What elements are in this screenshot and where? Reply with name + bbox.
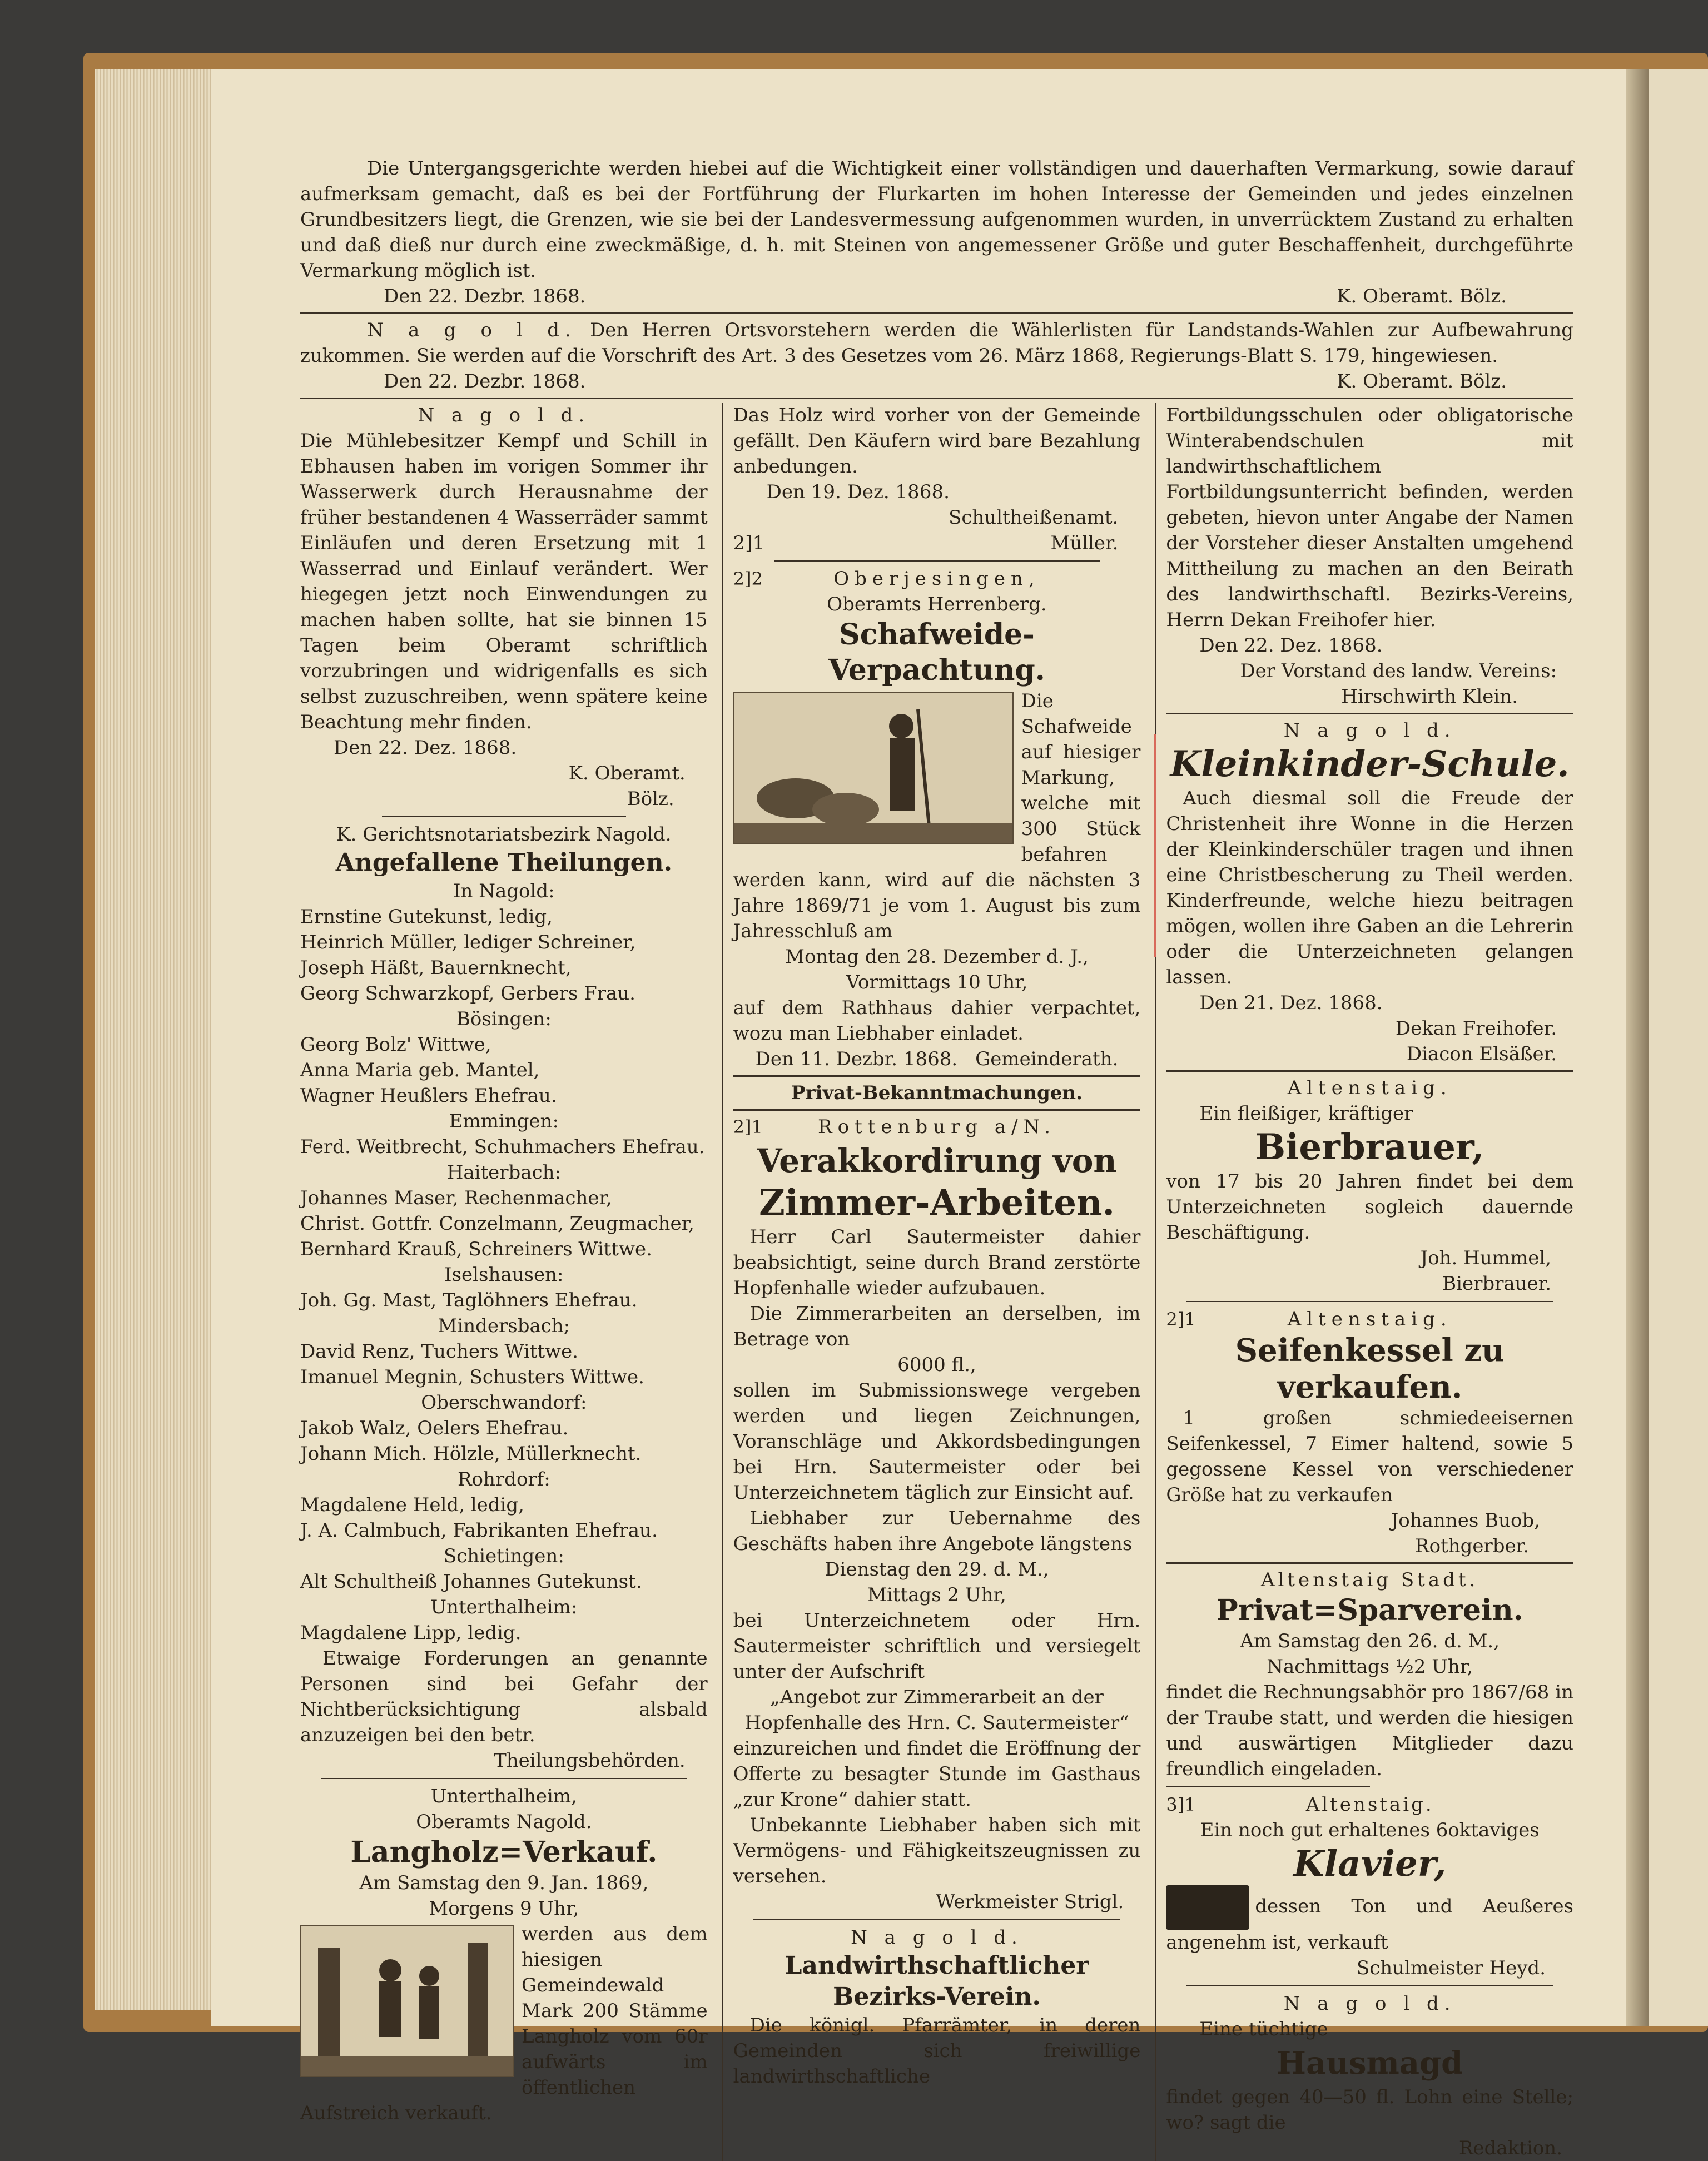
top-notice-signature: Den 22. Dezbr. 1868. K. Oberamt. Bölz. [384, 285, 1507, 307]
soap-kettle-title-1: Seifenkessel zu [1235, 1332, 1505, 1369]
sheep-pasture-text: Die Schafweide auf hiesiger Markung, welche mit 300 Stück befahren werden kann, wird auf die nächsten 3 Jahre 1869/71 je vom 1. August bis zum Jahresschluß am [733, 690, 1141, 942]
list-item: Imanuel Megnin, Schusters Wittwe. [300, 1366, 644, 1388]
list-item: Johann Mich. Hölzle, Müllerknecht. [300, 1443, 642, 1465]
column-1: N a g o l d. Die Mühlebesitzer Kempf und Schill in Ebhausen haben im vorigen Sommer ihr Wasserwerk durch Herausnahme der früher bestandenen 4 Wasserräder sammt Einläufen und deren Ersetzung mit 1 Wasserrad und Einlauf verändert. Wer hiegegen jetzt noch Einwendungen zu machen haben sollte, hat sie binnen 15 Tagen beim Oberamt schriftlich vorzubringen und widrigenfalls es sich selbst zuzuschreiben, wenn spätere keine Beachtung mehr finden. Den 22. Dez. 1868. K. Oberamt. Bölz. K. Gerichtsnotariatsbezirk Nagold. Angefallene Theilungen. In Nagold: Ernstine Gutekunst, ledig, Heinrich Müller, lediger Schreiner, Joseph Häßt, Bauernknecht, Georg Schwarzkopf, Gerbers Frau. Bösingen: Georg Bolz' Wittwe, Anna Maria geb. Mantel, Wagner Heußlers Ehefrau. Emmingen: Ferd. Weitbrecht, Schuhmachers Ehefrau. Haiterbach: Johannes Maser, Rechenmacher, Christ. Gottfr. Conzelmann, Zeugmacher, Bernhard Krauß, Schreiners Wittwe. Iselshausen: Joh. Gg. Mast, Taglöhners Ehefrau. Mindersbach; David Renz, Tuchers Wittwe. Imanuel Megnin, Schusters Wittwe. Oberschwandorf: Jakob Walz, Oelers Ehefrau. Johann Mich. Hölzle, Müllerknecht. Rohrdorf: Magdalene Held, ledig, J. A. Calmbuch, Fabrikanten Ehefrau. Schietingen: Alt Schultheiß Johannes Gutekunst. Unterthalheim: Magdalene Lipp, ledig. Etwaige Forderungen an genannte Personen sind bei Gefahr der Nichtberücksichtigung alsbald anzuzeigen bei den betr. Theilungsbehörden. Unterthalheim, Oberamts Nagold. Langholz=Verkauf. Am Samstag den 9. Jan. 1869, Morgens 9 Uhr, werden aus dem hiesigen Gemeindewald Mark 200 Stämme Langholz vom 60r aufwärts im öffentlichen Aufstreich verkauft. [300, 403, 708, 2161]
list-item: Magdalene Lipp, ledig. [300, 1622, 522, 1644]
divider [300, 312, 1573, 314]
voter-list-signature: Den 22. Dezbr. 1868. K. Oberamt. Bölz. [384, 370, 1507, 393]
private-announcements-header: Privat-Bekanntmachungen. [791, 1082, 1083, 1104]
list-item: Heinrich Müller, lediger Schreiner, [300, 931, 636, 953]
voter-list-notice: N a g o l d. Den Herren Ortsvorstehern werden die Wählerlisten für Landstands-Wahlen zur Aufbewahrung zukommen. Sie werden auf die Vorschrift des Art. 3 des Gesetzes vom 26. März 1868, Regierungs-Blatt S. 179, hingewiesen. Den 22. Dezbr. 1868. K. Oberamt. Bölz. [300, 317, 1573, 394]
shepherd-illustration [733, 692, 1014, 844]
list-location: Unterthalheim: [430, 1596, 578, 1618]
inheritance-title: Angefallene Theilungen. [335, 848, 672, 877]
list-location: Bösingen: [456, 1008, 552, 1030]
list-location: Mindersbach; [438, 1315, 570, 1337]
list-item: Georg Schwarzkopf, Gerbers Frau. [300, 982, 635, 1005]
list-item: Christ. Gottfr. Conzelmann, Zeugmacher, [300, 1213, 694, 1235]
top-notice [300, 156, 1573, 309]
list-location: Emmingen: [449, 1110, 559, 1132]
page-edges [95, 69, 217, 2010]
red-pencil-mark [1154, 734, 1156, 957]
sheep-pasture-title: Schafweide-Verpachtung. [828, 618, 1045, 687]
list-item: Anna Maria geb. Mantel, [300, 1059, 540, 1081]
housemaid-title: Hausmagd [1277, 2045, 1463, 2081]
piano-title: Klavier, [1293, 1843, 1447, 1885]
timber-sale-title: Langholz=Verkauf. [350, 1835, 658, 1869]
list-item: Magdalene Held, ledig, [300, 1494, 524, 1516]
list-location: Iselshausen: [444, 1264, 564, 1286]
savings-club-title: Privat=Sparverein. [1216, 1593, 1523, 1627]
timber-sale-text: werden aus dem hiesigen Gemeindewald Mark 200 Stämme Langholz vom 60r aufwärts im öffentlichen Aufstreich verkauft. [300, 1923, 708, 2124]
mill-notice-text: Die Mühlebesitzer Kempf und Schill in Ebhausen haben im vorigen Sommer ihr Wasserwerk durch Herausnahme der früher bestandenen 4 Wasserräder sammt Einläufen und deren Ersetzung mit 1 Wasserrad und Einlauf verändert. Wer hiegegen jetzt noch Einwendungen zu machen haben sollte, hat sie binnen 15 Tagen beim Oberamt schriftlich vorzubringen und widrigenfalls es sich selbst zuzuschreiben, wenn spätere keine Beachtung mehr finden. [300, 430, 708, 733]
list-location: Oberschwandorf: [421, 1392, 587, 1414]
list-item: Ernstine Gutekunst, ledig, [300, 906, 553, 928]
top-notice-text: Die Untergangsgerichte werden hiebei auf die Wichtigkeit einer vollständigen und dauerhaften Vermarkung, sowie darauf aufmerksam gemacht, daß es bei der Fortführung der Flurkarten im hohen Interesse der Gemeinden und jedes einzelnen Grundbesitzers liegt, die Grenzen, wie sie bei der Landesvermessung aufgenommen wurden, in unverrücktem Zustand zu erhalten und daß dieß nur durch eine zweckmäßige, d. h. mit Steinen von angemessener Größe und guter Beschaffenheit, durchgeführte Vermarkung möglich ist. [300, 157, 1573, 282]
list-item: J. A. Calmbuch, Fabrikanten Ehefrau. [300, 1519, 658, 1542]
list-item: Ferd. Weitbrecht, Schuhmachers Ehefrau. [300, 1136, 705, 1158]
column-3: Fortbildungsschulen oder obligatorische Winterabendschulen mit landwirthschaftlichem Fortbildungsunterricht befinden, werden gebeten, hievon unter Angabe der Namen der Vorsteher dieser Anstalten umgehend Mittheilung zu machen an den Beirath des landwirthschaftl. Bezirks-Vereins, Herrn Dekan Freihofer hier. Den 22. Dez. 1868. Der Vorstand des landw. Vereins: Hirschwirth Klein. N a g o l d. Kleinkinder-Schule. Auch diesmal soll die Freude der Christenheit ihre Wonne in die Herzen der Kleinkinderschüler tragen und ihnen eine Christbescherung zu Theil werden. Kinderfreunde, welche hiezu beitragen mögen, wollen ihre Gaben an die Lehrerin oder die Unterzeichneten gelangen lassen. Den 21. Dez. 1868. Dekan Freihofer. Diacon Elsäßer. Altenstaig. Ein fleißiger, kräftiger Bierbrauer, von 17 bis 20 Jahren findet bei dem Unterzeichneten sogleich dauernde Beschäftigung. Joh. Hummel, Bierbrauer. 2]1 Altenstaig. Seifenkessel zu verkaufen. 1 großen schmiedeeisernen Seifenkessel, 7 Eimer haltend, sowie 5 gegossene Kessel von verschiedener Größe hat zu verkaufen Johannes Buob, Rothgerber. Altenstaig Stadt. Privat=Sparverein. Am Samstag den 26. d. M., Nachmittags ½2 Uhr, findet die Rechnungsabhör pro 1867/68 in der Traube statt, und werden die hiesigen und auswärtigen Mitglieder dazu freundlich eingeladen. 3]1 Altenstaig. Ein noch gut erhaltenes 6oktaviges Klavier, dessen Ton und Aeußeres angenehm ist, verkauft Schulmeister Heyd. N a g o l d. Eine tüchtige Hausmagd findet gegen 40—50 fl. Lohn eine Stelle; wo? sagt die Redaktion. [1155, 403, 1573, 2161]
newspaper-page [211, 69, 1626, 2159]
divider [300, 398, 1573, 399]
list-location: Schietingen: [443, 1545, 564, 1567]
column-2: Das Holz wird vorher von der Gemeinde gefällt. Den Käufern wird bare Bezahlung anbedungen. Den 19. Dez. 1868. Schultheißenamt. 2]1 Müller. 2]2 Oberjesingen, Oberamts Herrenberg. Schafweide-Verpachtung. Die Schafweide auf hiesiger Markung, welche mit 300 Stück befahren werden kann, wird auf die nächsten 3 Jahre 1869/71 je vom 1. August bis zum Jahresschluß am Montag den 28. Dezember d. J., Vormittags 10 Uhr, auf dem Rathhaus dahier verpachtet, wozu man Liebhaber einladet. Den 11. Dezbr. 1868. Gemeinderath. Privat-Bekanntmachungen. 2]1 Rottenburg a/N. Verakkordirung von Zimmer-Arbeiten. Herr Carl Sautermeister dahier beabsichtigt, seine durch Brand zerstörte Hopfenhalle wieder aufzubauen. Die Zimmerarbeiten an derselben, im Betrage von 6000 fl., sollen im Submissionswege vergeben werden und liegen Zeichnungen, Voranschläge und Akkordsbedingungen bei Hrn. Sautermeister oder bei Unterzeichnetem täglich zur Einsicht auf. Liebhaber zur Uebernahme des Geschäfts haben ihre Angebote längstens Dienstag den 29. d. M., Mittags 2 Uhr, bei Unterzeichnetem oder Hrn. Sautermeister schriftlich und versiegelt unter der Aufschrift „Angebot zur Zimmerarbeit an der Hopfenhalle des Hrn. C. Sautermeister“ einzureichen und findet die Eröffnung der Offerte zu besagter Stunde im Gasthaus „zur Krone“ dahier statt. Unbekannte Liebhaber haben sich mit Vermögens- und Fähigkeitszeugnissen zu versehen. Werkmeister Strigl. N a g o l d. Landwirthschaftlicher Bezirks-Verein. Die königl. Pfarrämter, in deren Gemeinden sich freiwillige landwirthschaftliche [722, 403, 1141, 2161]
list-item: Georg Bolz' Wittwe, [300, 1034, 491, 1056]
piano-illustration [1166, 1885, 1249, 1930]
list-item: Joseph Häßt, Bauernknecht, [300, 957, 572, 979]
woodcutters-illustration [300, 1925, 514, 2077]
columns [300, 403, 1573, 2161]
list-location: Rohrdorf: [457, 1468, 550, 1491]
inheritance-list [300, 878, 708, 1646]
soap-kettle-title-2: verkaufen. [1277, 1369, 1463, 1405]
list-item: David Renz, Tuchers Wittwe. [300, 1340, 579, 1363]
carpentry-title-2: Zimmer-Arbeiten. [759, 1182, 1115, 1224]
list-item: Wagner Heußlers Ehefrau. [300, 1085, 557, 1107]
list-item: Alt Schultheiß Johannes Gutekunst. [300, 1571, 642, 1593]
list-location: In Nagold: [453, 880, 555, 902]
page-content [300, 156, 1573, 2161]
list-item: Jakob Walz, Oelers Ehefrau. [300, 1417, 569, 1439]
brewer-title: Bierbrauer, [1255, 1126, 1484, 1168]
list-location: Haiterbach: [446, 1161, 561, 1184]
kindergarten-title: Kleinkinder-Schule. [1170, 743, 1570, 785]
book-gutter [1626, 69, 1649, 2026]
carpentry-title-1: Verakkordirung von [757, 1142, 1117, 1180]
notice-place: N a g o l d. [418, 404, 590, 426]
facing-page-edge [1649, 69, 1708, 2026]
list-item: Bernhard Krauß, Schreiners Wittwe. [300, 1238, 652, 1260]
list-item: Joh. Gg. Mast, Taglöhners Ehefrau. [300, 1289, 638, 1311]
notary-district: K. Gerichtsnotariatsbezirk Nagold. [336, 823, 672, 846]
list-item: Johannes Maser, Rechenmacher, [300, 1187, 612, 1209]
